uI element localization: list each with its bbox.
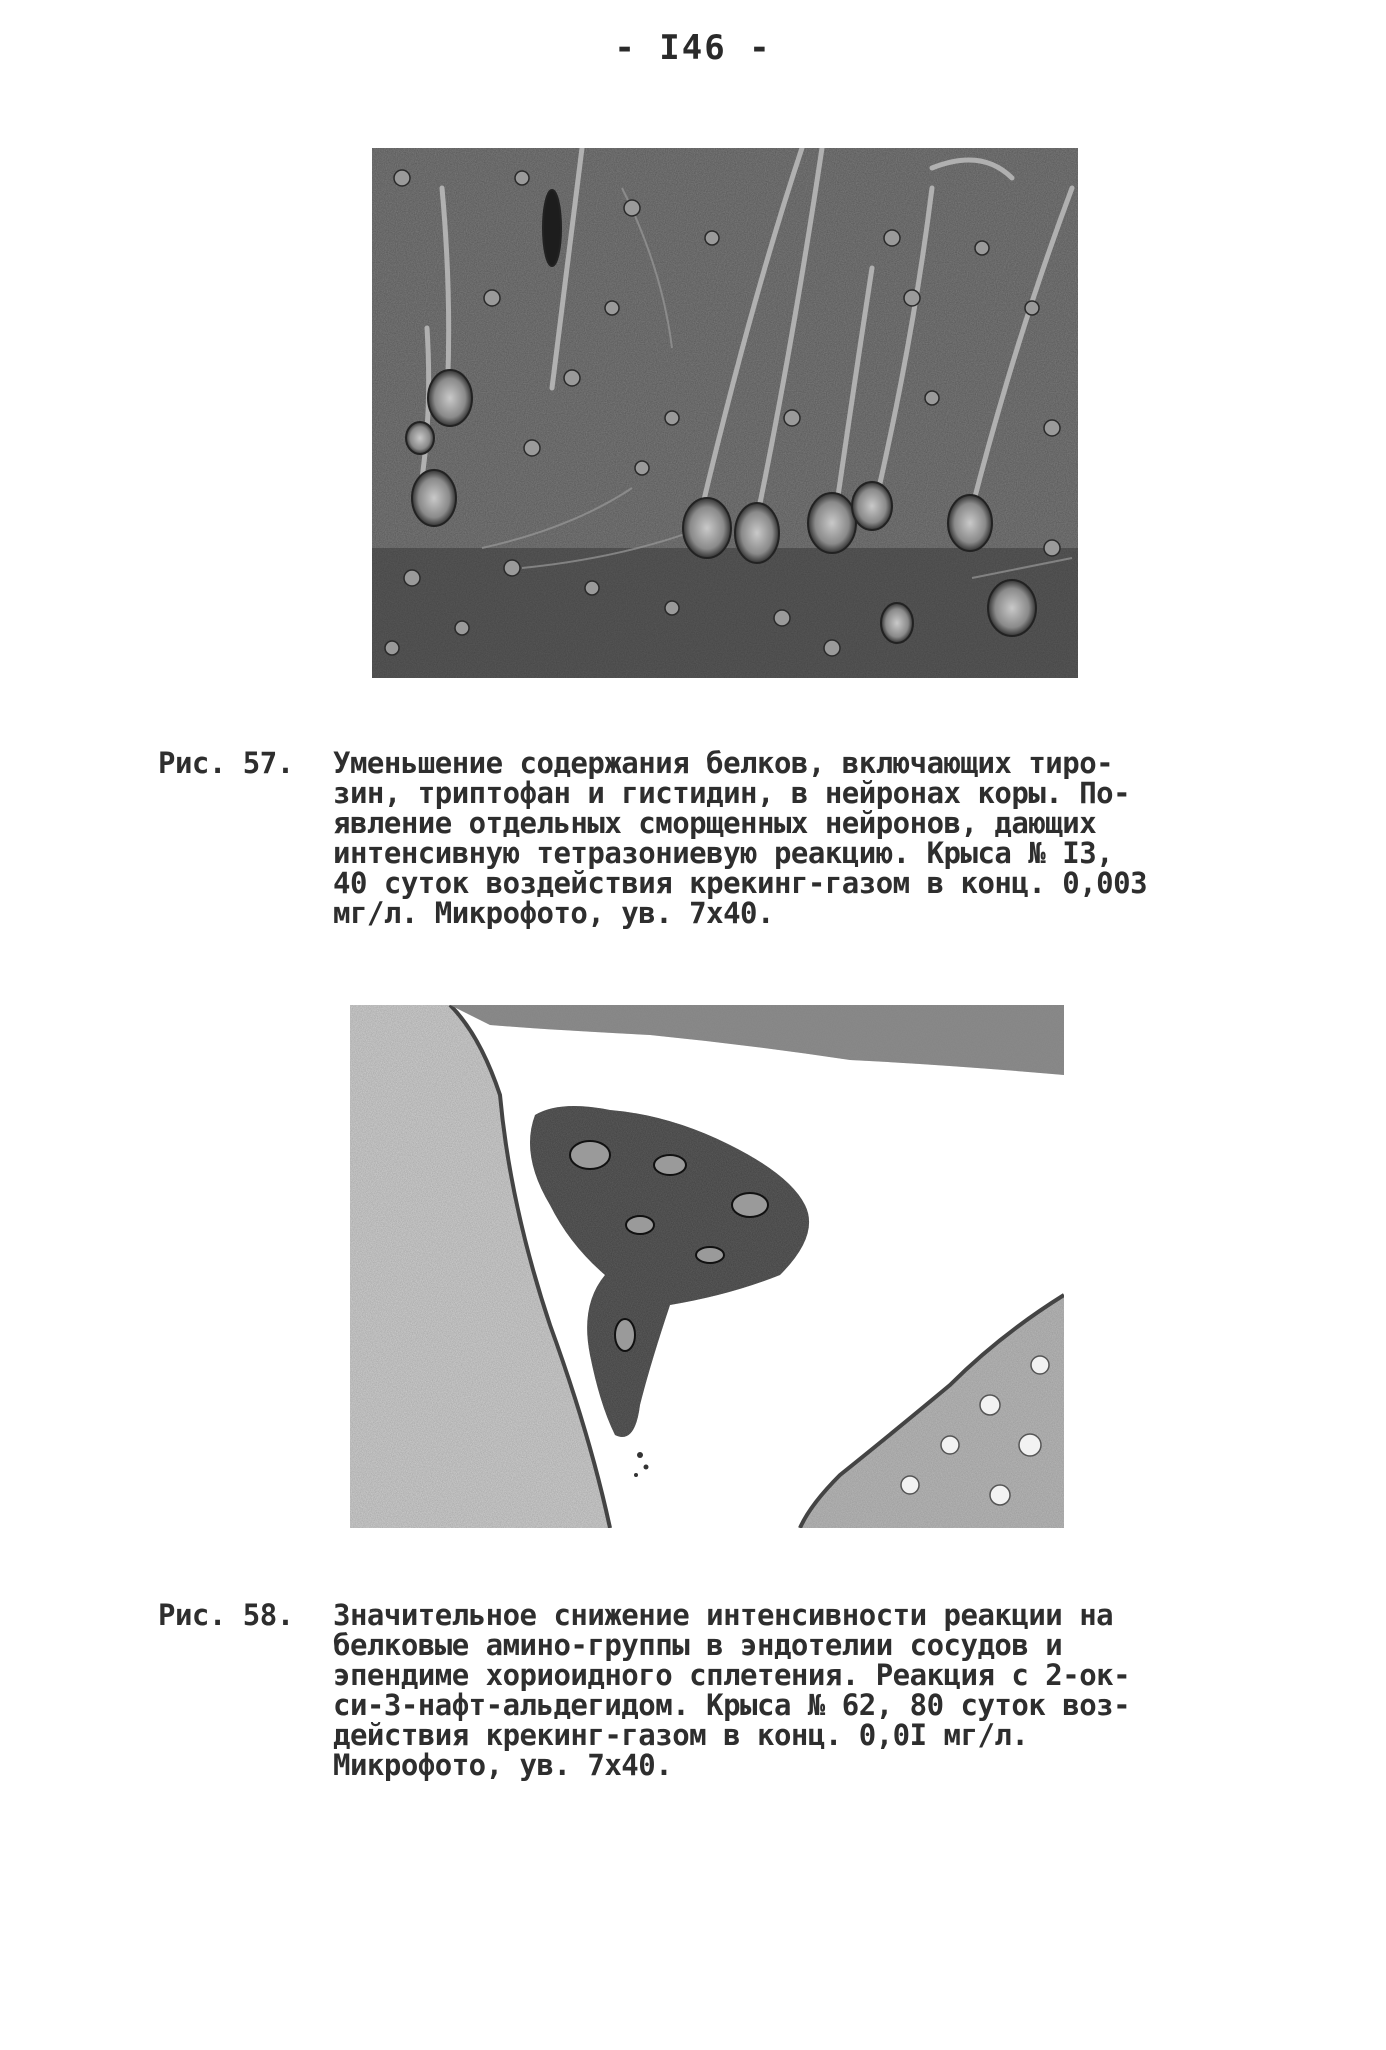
micrograph-choroid-plexus [350,1005,1064,1528]
figure-58-caption [158,1600,1238,1800]
caption-line: явление отдельных сморщенных нейронов, дающих [333,806,1097,840]
figure-57-caption [158,748,1238,948]
caption-line: белковые амино-группы в эндотелии сосудов и [333,1628,1063,1662]
caption-line: действия крекинг-газом в конц. 0,0I мг/л. [333,1718,1029,1752]
caption-text [333,748,1147,928]
page-number: - I46 - [614,28,772,68]
caption-line: мг/л. Микрофото, ув. 7х40. [333,896,774,930]
micrograph-57-image [372,148,1078,678]
micrograph-58-image [350,1005,1064,1528]
micrograph-cortex-neurons [372,148,1078,678]
figure-label: Рис. 57. [158,746,294,780]
caption-line: эпендиме хориоидного сплетения. Реакция с 2-ок- [333,1658,1131,1692]
caption-line: интенсивную тетразониевую реакцию. Крыса № I3, [333,836,1114,870]
caption-line: Уменьшение содержания белков, включающих тиро- [333,746,1114,780]
caption-line: Микрофото, ув. 7х40. [333,1748,673,1782]
caption-line: зин, триптофан и гистидин, в нейронах коры. По- [333,776,1131,810]
caption-line: Значительное снижение интенсивности реакции на [333,1598,1114,1632]
caption-text [333,1600,1130,1780]
caption-line: си-3-нафт-альдегидом. Крыса № 62, 80 суток воз- [333,1688,1131,1722]
caption-line: 40 суток воздействия крекинг-газом в конц. 0,003 [333,866,1148,900]
figure-label: Рис. 58. [158,1598,294,1632]
